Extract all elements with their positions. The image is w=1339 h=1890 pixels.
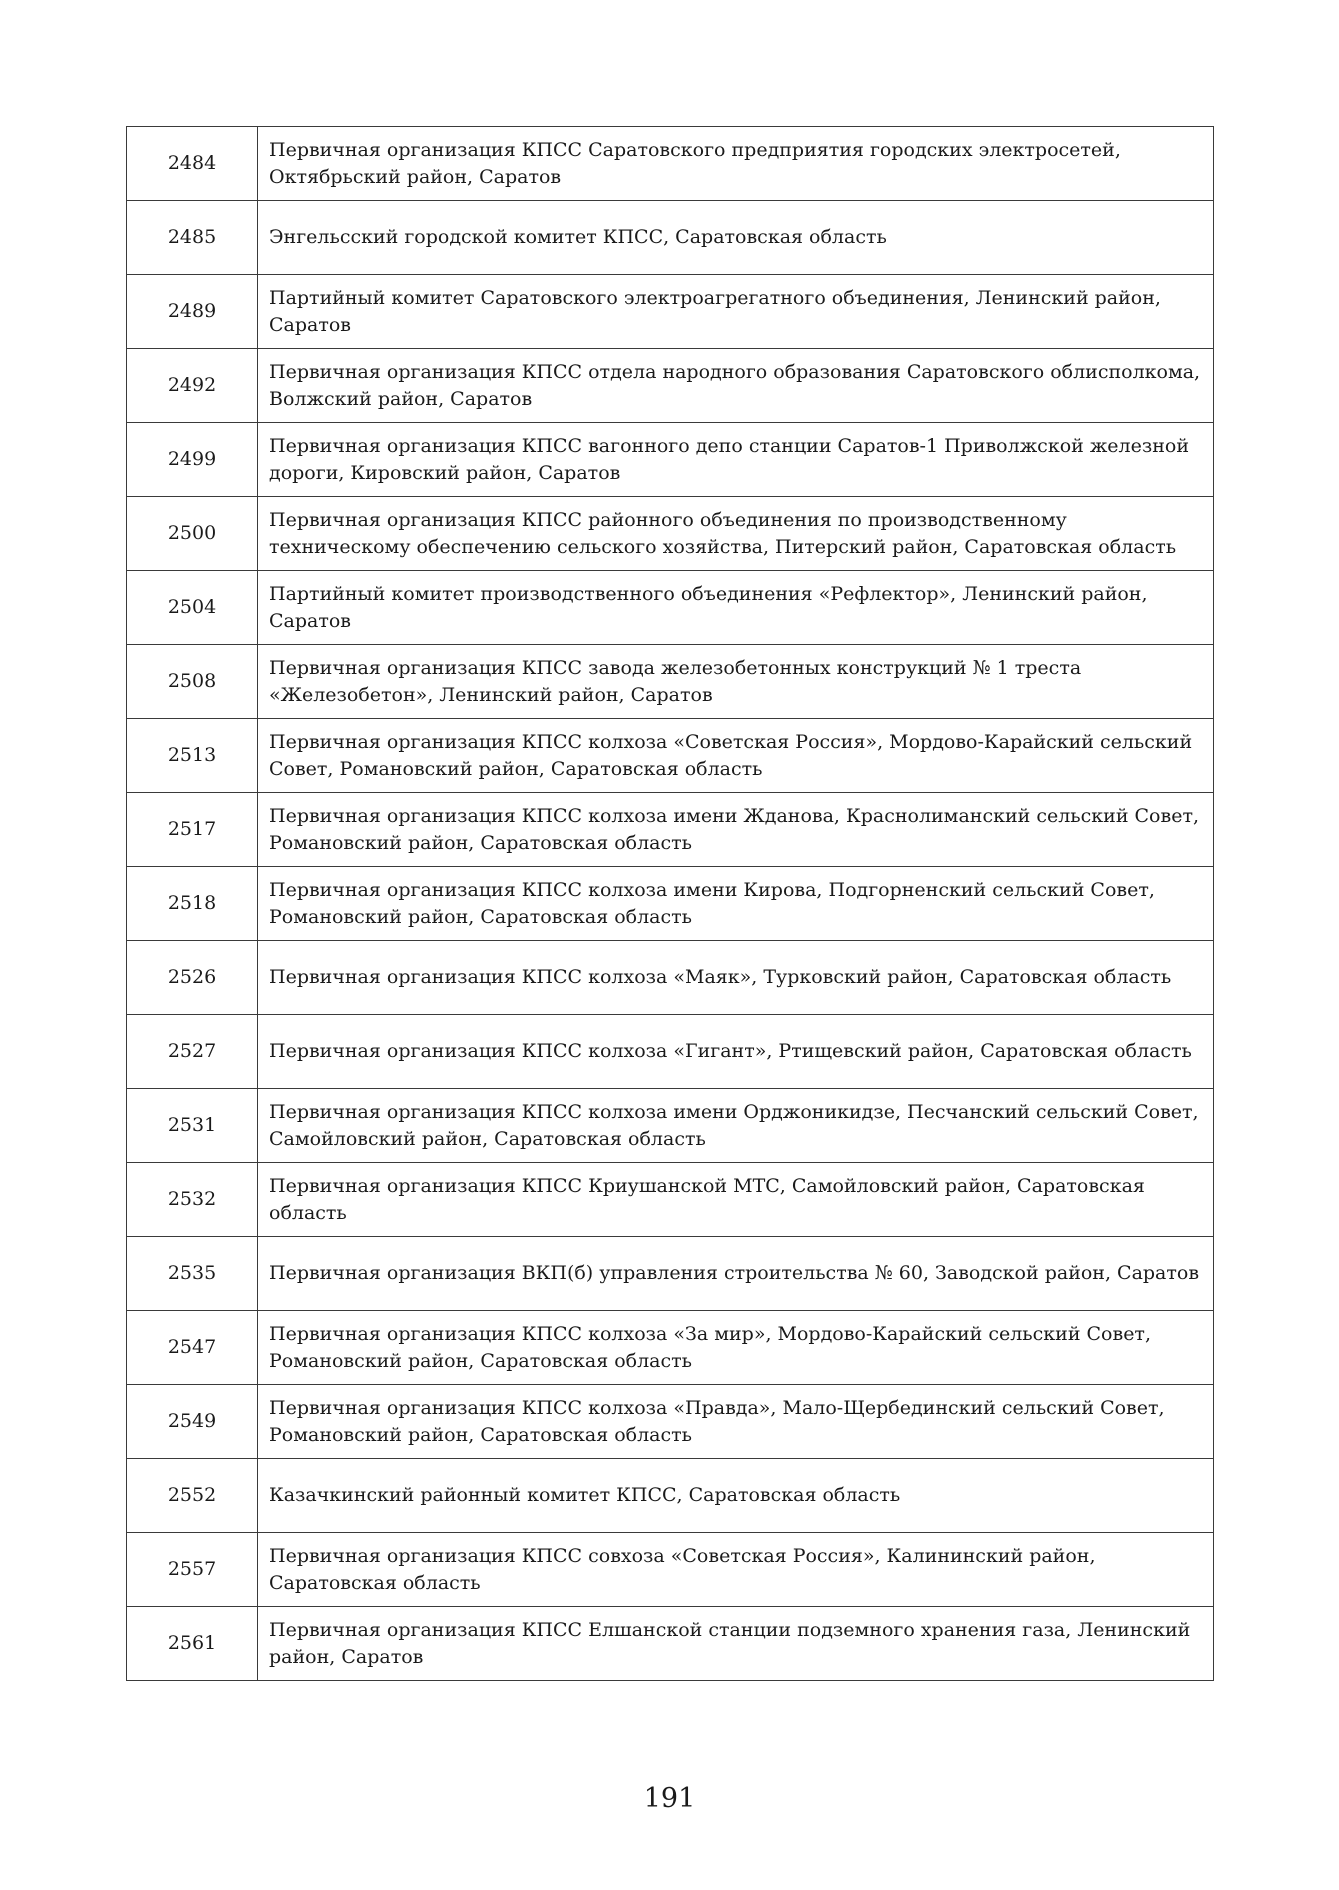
table-row — [127, 201, 1214, 275]
table-row — [127, 497, 1214, 571]
fond-description-cell: Первичная организация КПСС отдела народного образования Саратовского облисполкома, Волжский район, Саратов — [258, 349, 1214, 423]
fond-number-cell: 2549 — [127, 1385, 258, 1459]
table-row — [127, 1015, 1214, 1089]
fond-number-cell: 2492 — [127, 349, 258, 423]
table-row — [127, 275, 1214, 349]
fond-number-cell: 2552 — [127, 1459, 258, 1533]
fond-description-cell: Партийный комитет производственного объединения «Рефлектор», Ленинский район, Саратов — [258, 571, 1214, 645]
table-row — [127, 127, 1214, 201]
fond-description-cell: Энгельсский городской комитет КПСС, Саратовская область — [258, 201, 1214, 275]
fond-description-cell: Первичная организация КПСС колхоза «Гигант», Ртищевский район, Саратовская область — [258, 1015, 1214, 1089]
fond-number-cell: 2535 — [127, 1237, 258, 1311]
fond-number-cell: 2499 — [127, 423, 258, 497]
fond-number-cell: 2500 — [127, 497, 258, 571]
fond-description-cell: Первичная организация КПСС вагонного депо станции Саратов-1 Приволжской железной дороги, Кировский район, Саратов — [258, 423, 1214, 497]
registry-table-body — [127, 127, 1214, 1681]
fond-number-cell: 2547 — [127, 1311, 258, 1385]
fond-number-cell: 2532 — [127, 1163, 258, 1237]
table-row — [127, 423, 1214, 497]
fond-description-cell: Первичная организация КПСС совхоза «Советская Россия», Калининский район, Саратовская область — [258, 1533, 1214, 1607]
fond-number-cell: 2485 — [127, 201, 258, 275]
fond-description-cell: Первичная организация КПСС Саратовского предприятия городских электросетей, Октябрьский район, Саратов — [258, 127, 1214, 201]
table-row — [127, 1385, 1214, 1459]
table-row — [127, 1311, 1214, 1385]
fond-description-cell: Первичная организация КПСС колхоза «Советская Россия», Мордово-Карайский сельский Совет, Романовский район, Саратовская область — [258, 719, 1214, 793]
fond-description-cell: Первичная организация КПСС колхоза «За мир», Мордово-Карайский сельский Совет, Романовский район, Саратовская область — [258, 1311, 1214, 1385]
fond-description-cell: Первичная организация ВКП(б) управления строительства № 60, Заводской район, Саратов — [258, 1237, 1214, 1311]
fond-number-cell: 2518 — [127, 867, 258, 941]
table-row — [127, 349, 1214, 423]
table-row — [127, 1607, 1214, 1681]
fond-number-cell: 2527 — [127, 1015, 258, 1089]
table-row — [127, 645, 1214, 719]
fond-description-cell: Первичная организация КПСС Елшанской станции подземного хранения газа, Ленинский район, Саратов — [258, 1607, 1214, 1681]
table-row — [127, 1163, 1214, 1237]
table-row — [127, 1459, 1214, 1533]
fond-description-cell: Первичная организация КПСС колхоза имени Жданова, Краснолиманский сельский Совет, Романовский район, Саратовская область — [258, 793, 1214, 867]
fond-number-cell: 2504 — [127, 571, 258, 645]
fond-number-cell: 2557 — [127, 1533, 258, 1607]
fond-description-cell: Первичная организация КПСС завода железобетонных конструкций № 1 треста «Железобетон», Ленинский район, Саратов — [258, 645, 1214, 719]
fond-description-cell: Первичная организация КПСС колхоза «Маяк», Турковский район, Саратовская область — [258, 941, 1214, 1015]
fond-description-cell: Казачкинский районный комитет КПСС, Саратовская область — [258, 1459, 1214, 1533]
table-row — [127, 1237, 1214, 1311]
fond-description-cell: Первичная организация КПСС колхоза «Правда», Мало-Щербединский сельский Совет, Романовский район, Саратовская область — [258, 1385, 1214, 1459]
fond-number-cell: 2484 — [127, 127, 258, 201]
fonds-registry-table — [126, 126, 1214, 1681]
fond-number-cell: 2513 — [127, 719, 258, 793]
fond-description-cell: Первичная организация КПСС колхоза имени Орджоникидзе, Песчанский сельский Совет, Самойловский район, Саратовская область — [258, 1089, 1214, 1163]
table-row — [127, 867, 1214, 941]
table-row — [127, 941, 1214, 1015]
fond-number-cell: 2489 — [127, 275, 258, 349]
fond-number-cell: 2508 — [127, 645, 258, 719]
table-row — [127, 1089, 1214, 1163]
fond-description-cell: Первичная организация КПСС колхоза имени Кирова, Подгорненский сельский Совет, Романовский район, Саратовская область — [258, 867, 1214, 941]
fond-number-cell: 2531 — [127, 1089, 258, 1163]
fond-description-cell: Партийный комитет Саратовского электроагрегатного объединения, Ленинский район, Саратов — [258, 275, 1214, 349]
table-row — [127, 1533, 1214, 1607]
table-row — [127, 571, 1214, 645]
fond-description-cell: Первичная организация КПСС районного объединения по производственному техническому обеспечению сельского хозяйства, Питерский район, Саратовская область — [258, 497, 1214, 571]
table-row — [127, 719, 1214, 793]
fond-number-cell: 2517 — [127, 793, 258, 867]
page-number: 191 — [643, 1783, 696, 1814]
table-row — [127, 793, 1214, 867]
fond-number-cell: 2526 — [127, 941, 258, 1015]
fond-description-cell: Первичная организация КПСС Криушанской МТС, Самойловский район, Саратовская область — [258, 1163, 1214, 1237]
fond-number-cell: 2561 — [127, 1607, 258, 1681]
